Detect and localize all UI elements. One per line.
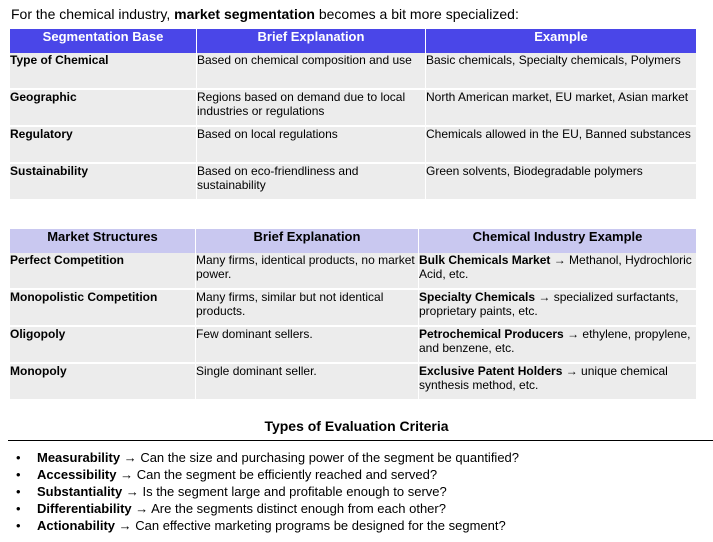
- structures-header-row: [10, 229, 696, 253]
- example-bold: Specialty Chemicals: [419, 290, 536, 304]
- table-row: [10, 364, 696, 401]
- criteria-title: Types of Evaluation Criteria: [264, 418, 449, 434]
- criterion-text: → Can effective marketing programs be designed for the segment?: [115, 518, 506, 533]
- header-chemical-industry-example: Chemical Industry Example: [419, 229, 696, 253]
- table-row: [10, 164, 696, 201]
- bullet: •: [16, 501, 21, 516]
- header-brief-explanation: Brief Explanation: [197, 29, 426, 53]
- criterion-term: Accessibility: [37, 467, 117, 482]
- criterion-text: → Are the segments distinct enough from each other?: [131, 501, 446, 516]
- segmentation-header-row: [10, 29, 696, 53]
- segmentation-base-cell: Sustainability: [10, 164, 197, 201]
- table-row: [10, 253, 696, 290]
- example-rest: → unique chemical synthesis method, etc.: [419, 364, 668, 392]
- market-structure-cell: Oligopoly: [10, 327, 196, 364]
- explanation-cell: Based on local regulations: [197, 127, 426, 164]
- criterion-term: Substantiality: [37, 484, 123, 499]
- example-bold: Petrochemical Producers: [419, 327, 564, 341]
- criterion-text: → Can the size and purchasing power of the segment be quantified?: [120, 450, 520, 465]
- intro-bold: market segmentation: [174, 6, 315, 22]
- explanation-cell: Based on eco-friendliness and sustainability: [197, 164, 426, 201]
- list-item: [16, 517, 519, 534]
- example-cell: Basic chemicals, Specialty chemicals, Polymers: [426, 53, 696, 90]
- bullet: •: [16, 450, 21, 465]
- header-market-structures: Market Structures: [10, 229, 196, 253]
- example-bold: Bulk Chemicals Market: [419, 253, 551, 267]
- explanation-cell: Many firms, identical products, no market power.: [196, 253, 419, 290]
- example-cell: [419, 364, 696, 401]
- criterion-term: Differentiability: [37, 501, 132, 516]
- example-cell: Chemicals allowed in the EU, Banned substances: [426, 127, 696, 164]
- bullet: •: [16, 484, 21, 499]
- example-rest: → ethylene, propylene, and benzene, etc.: [419, 327, 691, 355]
- bullet: •: [16, 518, 21, 533]
- market-structures-table: [10, 229, 696, 401]
- table-row: [10, 290, 696, 327]
- explanation-cell: Based on chemical composition and use: [197, 53, 426, 90]
- intro-post: becomes a bit more specialized:: [314, 6, 519, 22]
- explanation-cell: Regions based on demand due to local industries or regulations: [197, 90, 426, 127]
- divider: [8, 440, 713, 441]
- table-row: [10, 327, 696, 364]
- example-cell: North American market, EU market, Asian market: [426, 90, 696, 127]
- table-row: [10, 127, 696, 164]
- bullet: •: [16, 467, 21, 482]
- criterion-text: → Is the segment large and profitable enough to serve?: [122, 484, 447, 499]
- table-row: [10, 53, 696, 90]
- example-rest: → specialized surfactants, proprietary paints, etc.: [419, 290, 679, 318]
- intro-pre: For the chemical industry,: [11, 6, 175, 22]
- segmentation-base-cell: Type of Chemical: [10, 53, 197, 90]
- list-item: [16, 500, 519, 517]
- list-item: [16, 449, 519, 466]
- segmentation-table: [10, 29, 696, 201]
- example-bold: Exclusive Patent Holders: [419, 364, 563, 378]
- criteria-list: [16, 449, 519, 534]
- market-structure-cell: Monopolistic Competition: [10, 290, 196, 327]
- explanation-cell: Many firms, similar but not identical products.: [196, 290, 419, 327]
- segmentation-base-cell: Geographic: [10, 90, 197, 127]
- explanation-cell: Single dominant seller.: [196, 364, 419, 401]
- criterion-term: Measurability: [37, 450, 121, 465]
- list-item: [16, 483, 519, 500]
- example-cell: Green solvents, Biodegradable polymers: [426, 164, 696, 201]
- example-rest: → Methanol, Hydrochloric Acid, etc.: [419, 253, 692, 281]
- header-example: Example: [426, 29, 696, 53]
- criterion-text: → Can the segment be efficiently reached and served?: [116, 467, 438, 482]
- example-cell: [419, 253, 696, 290]
- example-cell: [419, 290, 696, 327]
- list-item: [16, 466, 519, 483]
- intro-text: [11, 6, 519, 22]
- header-segmentation-base: Segmentation Base: [10, 29, 197, 53]
- header-brief-explanation: Brief Explanation: [196, 229, 419, 253]
- segmentation-base-cell: Regulatory: [10, 127, 197, 164]
- table-row: [10, 90, 696, 127]
- market-structure-cell: Monopoly: [10, 364, 196, 401]
- market-structure-cell: Perfect Competition: [10, 253, 196, 290]
- criterion-term: Actionability: [37, 518, 116, 533]
- explanation-cell: Few dominant sellers.: [196, 327, 419, 364]
- example-cell: [419, 327, 696, 364]
